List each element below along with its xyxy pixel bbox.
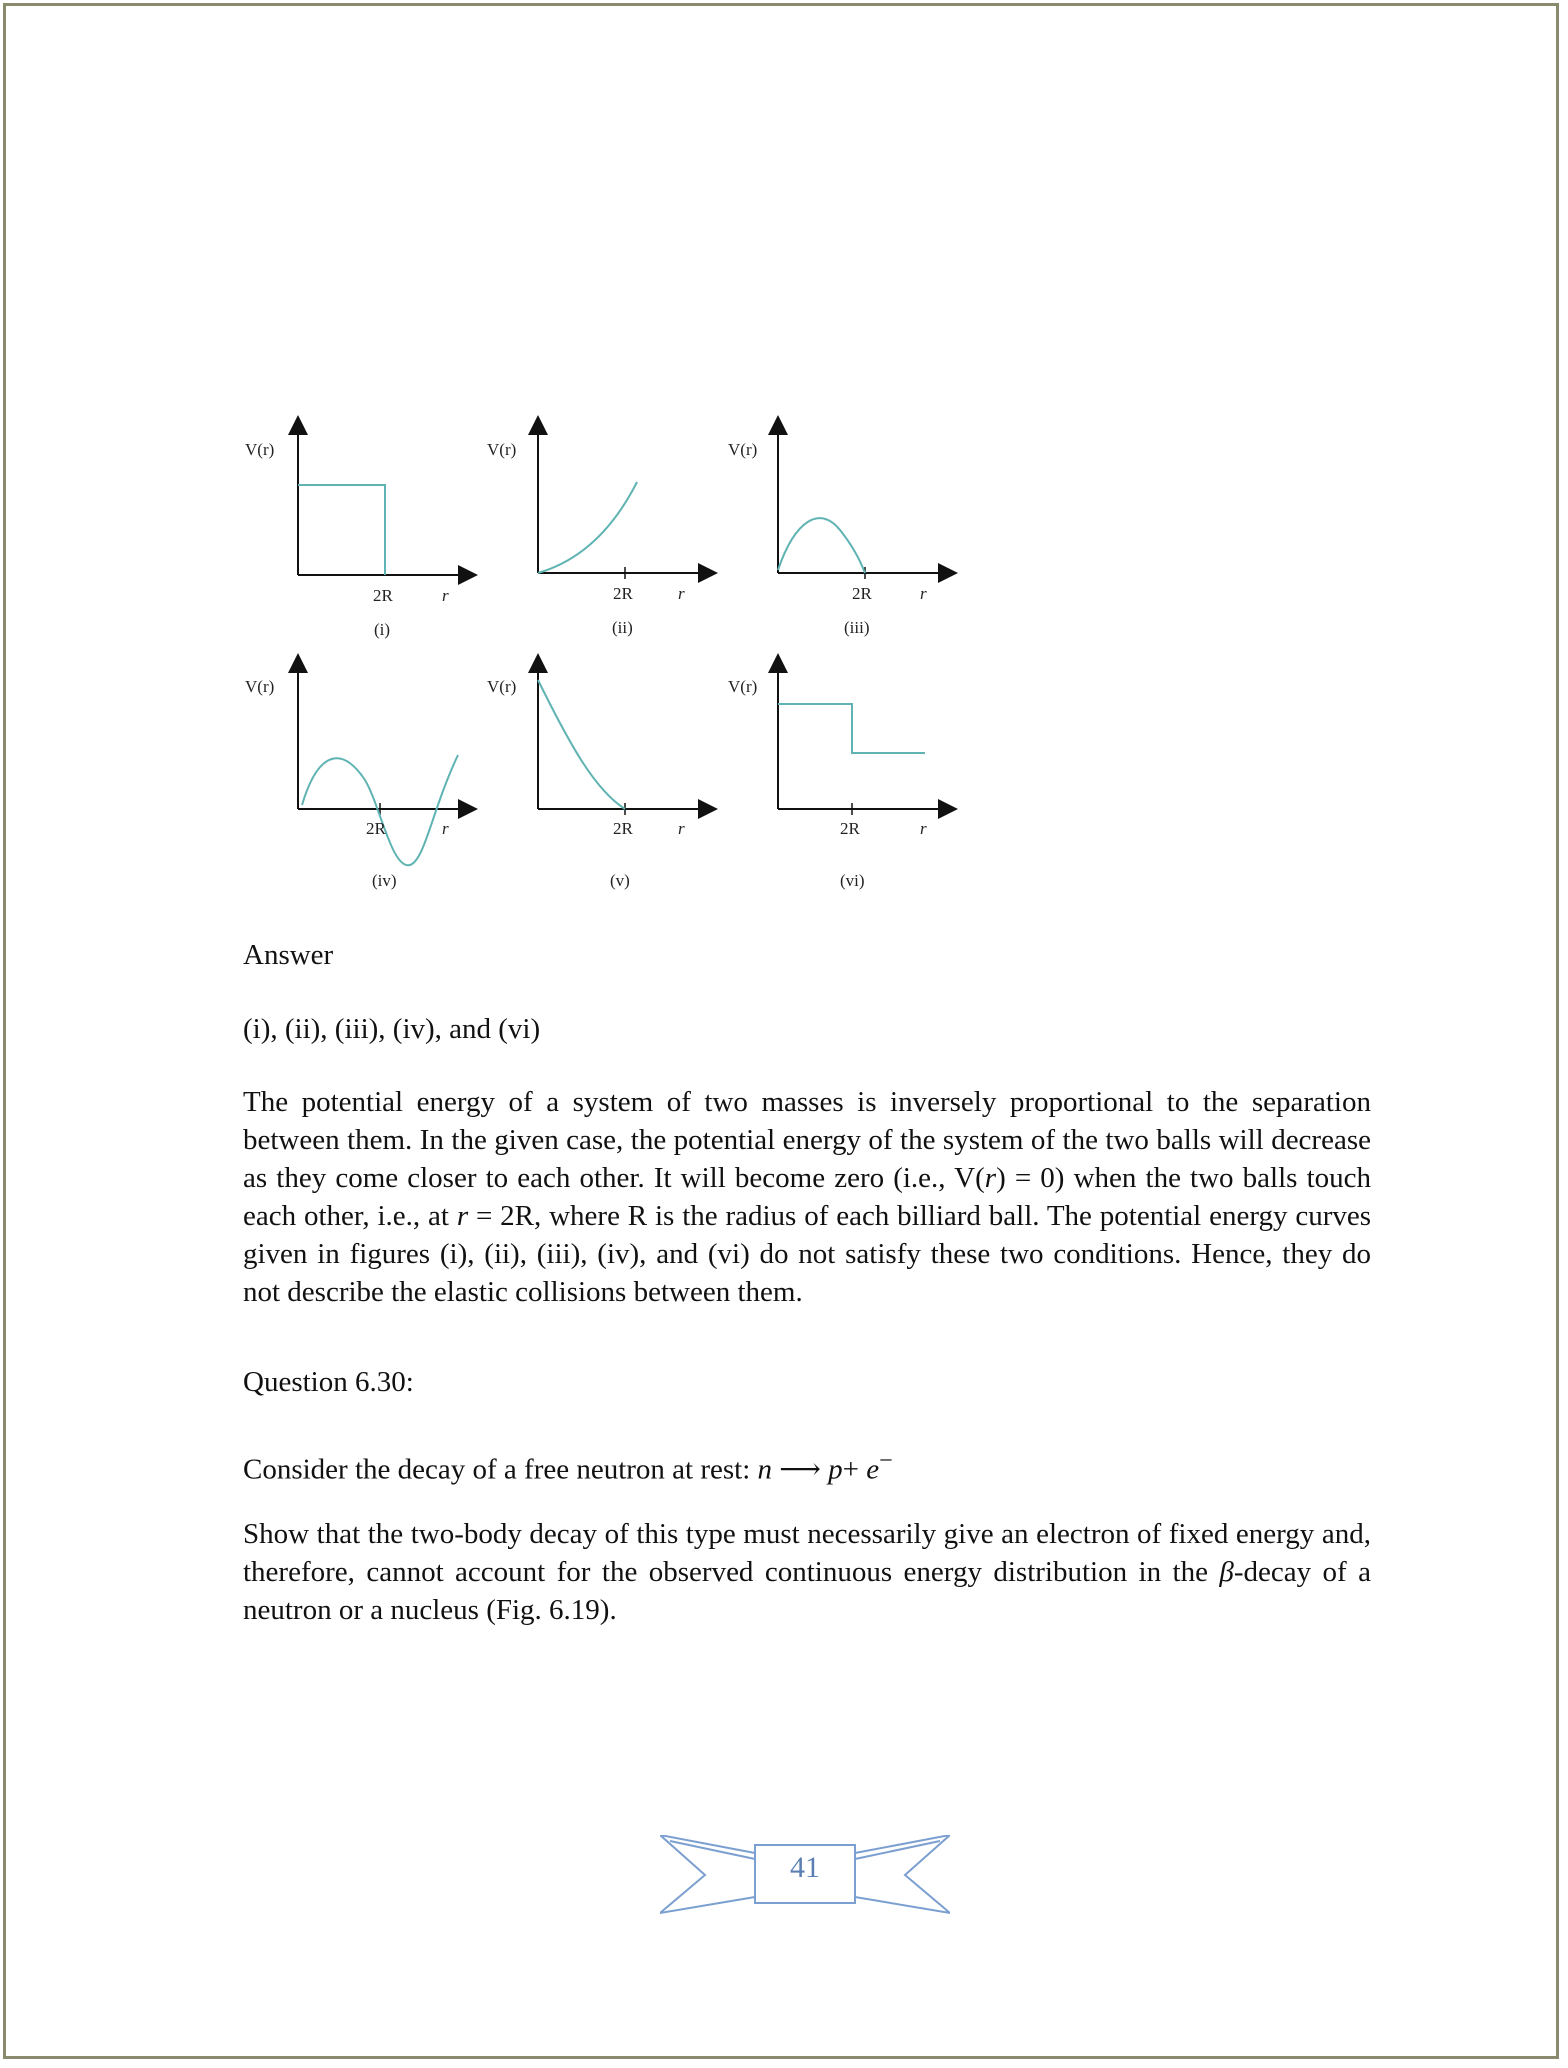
graph-i-curve: [298, 485, 385, 575]
graph-v: [487, 663, 708, 890]
graph-i-x-label: r: [442, 586, 449, 605]
graph-ii-curve: [538, 482, 637, 573]
graph-ii-tick-label: 2R: [613, 584, 633, 603]
equation-arrow: ⟶: [772, 1453, 829, 1486]
explanation-r-var-1: r: [984, 1162, 997, 1194]
show-text-1: Show that the two-body decay of this type must necessarily give an electron of fixed energy and, therefore, cannot account for the observed continuous energy distribution in the: [243, 1518, 1371, 1588]
graph-ii-x-label: r: [678, 584, 685, 603]
graph-iv: [245, 663, 468, 890]
question-heading: Question 6.30:: [243, 1366, 414, 1398]
equation-p: p: [828, 1453, 843, 1486]
explanation-text-1: The potential energy of a system of two masses is inversely proportional to the separation between them. In the given case, the potential energy of the system of the two balls will decrease as they come closer to each other. It will become zero (i.e., V(: [243, 1086, 1371, 1194]
page-number: 41: [790, 1851, 820, 1884]
graph-ii-caption: (ii): [612, 618, 633, 637]
graph-i-caption: (i): [374, 620, 391, 639]
graph-v-curve: [538, 680, 625, 809]
graph-vi-tick-label: 2R: [840, 819, 860, 838]
graph-iv-x-label: r: [442, 819, 449, 838]
graph-iv-y-label: V(r): [245, 677, 275, 696]
graph-v-tick-label: 2R: [613, 819, 633, 838]
graph-iii-curve: [778, 518, 865, 573]
show-text-2: -decay of a neutron or a nucleus (Fig. 6.19).: [243, 1556, 1371, 1626]
graph-iv-caption: (iv): [372, 871, 397, 890]
graph-iv-tick-label: 2R: [366, 819, 386, 838]
graph-iii-tick-label: 2R: [852, 584, 872, 603]
graph-iii-y-label: V(r): [728, 440, 758, 459]
page-footer: [660, 1835, 950, 1915]
graph-iii-x-label: r: [920, 584, 927, 603]
answer-explanation: [243, 1083, 1371, 1311]
explanation-text-3: = 2R, where R is the radius of each billiard ball. The potential energy curves given in figures (i), (ii), (iii), (iv), and (vi) do not satisfy these two conditions. Hence, they do not describe the elastic collisions between them.: [243, 1200, 1372, 1308]
graph-vi-y-label: V(r): [728, 677, 758, 696]
beta-symbol: β: [1219, 1556, 1234, 1588]
graph-vi: [728, 663, 948, 890]
graph-vi-curve: [778, 704, 925, 753]
graph-vi-x-label: r: [920, 819, 927, 838]
graph-v-caption: (v): [610, 871, 630, 890]
graph-i-tick-label: 2R: [373, 586, 393, 605]
equation-plus: +: [842, 1453, 867, 1486]
equation-e: e: [866, 1453, 880, 1486]
answer-heading: Answer: [243, 939, 334, 971]
answer-list: (i), (ii), (iii), (iv), and (vi): [243, 1013, 541, 1045]
graph-iii-caption: (iii): [844, 618, 870, 637]
graph-v-x-label: r: [678, 819, 685, 838]
graph-i-y-label: V(r): [245, 440, 275, 459]
potential-energy-figure: [240, 415, 960, 895]
question-show: [243, 1515, 1371, 1629]
graph-ii: [487, 425, 708, 637]
graph-ii-y-label: V(r): [487, 440, 517, 459]
graph-v-y-label: V(r): [487, 677, 517, 696]
graph-vi-caption: (vi): [840, 871, 865, 890]
question-consider: [243, 1442, 1371, 1489]
equation-n: n: [757, 1453, 773, 1486]
explanation-text-2: ) = 0) when the two balls touch each other, i.e., at: [243, 1162, 1371, 1232]
explanation-r-var-2: r: [456, 1200, 469, 1232]
equation-e-superscript: −: [879, 1447, 893, 1474]
graph-i: [245, 425, 468, 639]
consider-text: Consider the decay of a free neutron at rest:: [243, 1453, 758, 1486]
graph-iii: [728, 425, 948, 637]
